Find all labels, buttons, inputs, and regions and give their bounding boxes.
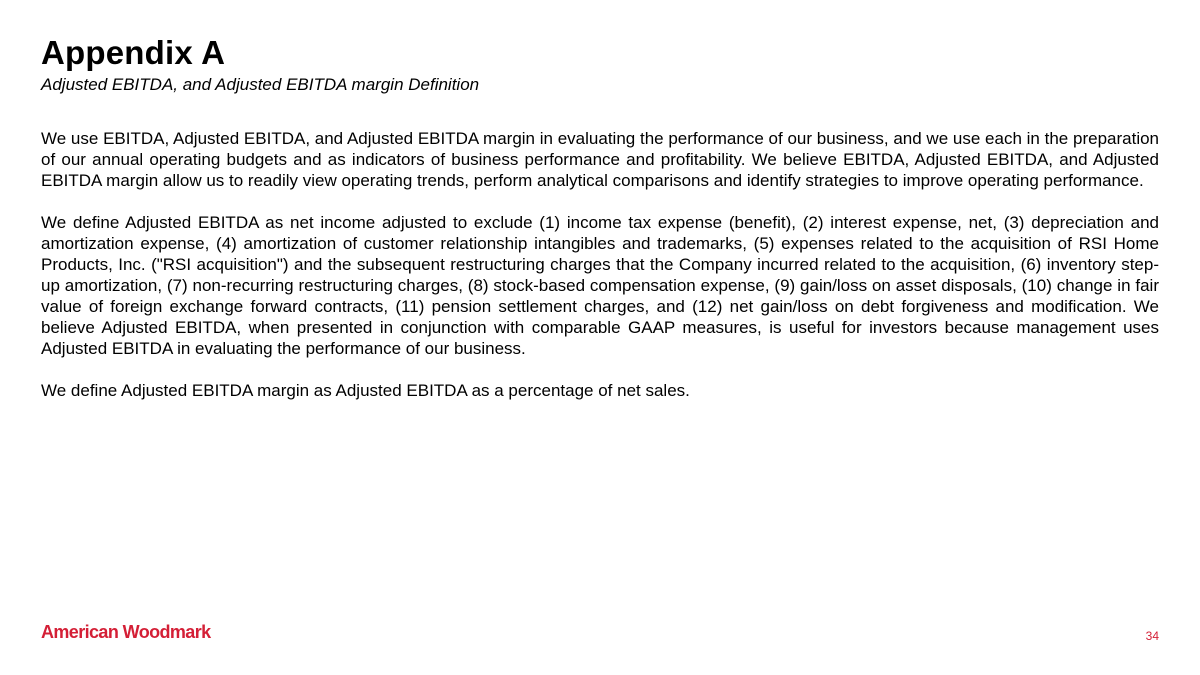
page-number: 34 [1145, 629, 1159, 643]
slide-body [41, 128, 1159, 422]
paragraph-adjusted-ebitda-definition: We define Adjusted EBITDA as net income adjusted to exclude (1) income tax expense (benefit), (2) interest expense, net, (3) depreciation and amortization expense, (4) amortization of customer relationship intangibles and trademarks, (5) expenses related to the acquisition of RSI Home Products, Inc. ("RSI acquisition") and the subsequent restructuring charges that the Company incurred related to the acquisition, (6) inventory step-up amortization, (7) non-recurring restructuring charges, (8) stock-based compensation expense, (9) gain/loss on asset disposals, (10) change in fair value of foreign exchange forward contracts, (11) pension settlement charges, and (12) net gain/loss on debt forgiveness and modification. We believe Adjusted EBITDA, when presented in conjunction with comparable GAAP measures, is useful for investors because management uses Adjusted EBITDA in evaluating the performance of our business. [41, 213, 1159, 358]
slide-title: Appendix A [41, 34, 226, 71]
slide-subtitle: Adjusted EBITDA, and Adjusted EBITDA margin Definition [41, 75, 480, 94]
paragraph-ebitda-usage: We use EBITDA, Adjusted EBITDA, and Adjusted EBITDA margin in evaluating the performance of our business, and we use each in the preparation of our annual operating budgets and as indicators of business performance and profitability. We believe EBITDA, Adjusted EBITDA, and Adjusted EBITDA margin allow us to readily view operating trends, perform analytical comparisons and identify strategies to improve operating performance. [41, 129, 1159, 190]
paragraph-adjusted-ebitda-margin-definition: We define Adjusted EBITDA margin as Adjusted EBITDA as a percentage of net sales. [41, 381, 690, 400]
american-woodmark-logo: American Woodmark [41, 622, 211, 642]
